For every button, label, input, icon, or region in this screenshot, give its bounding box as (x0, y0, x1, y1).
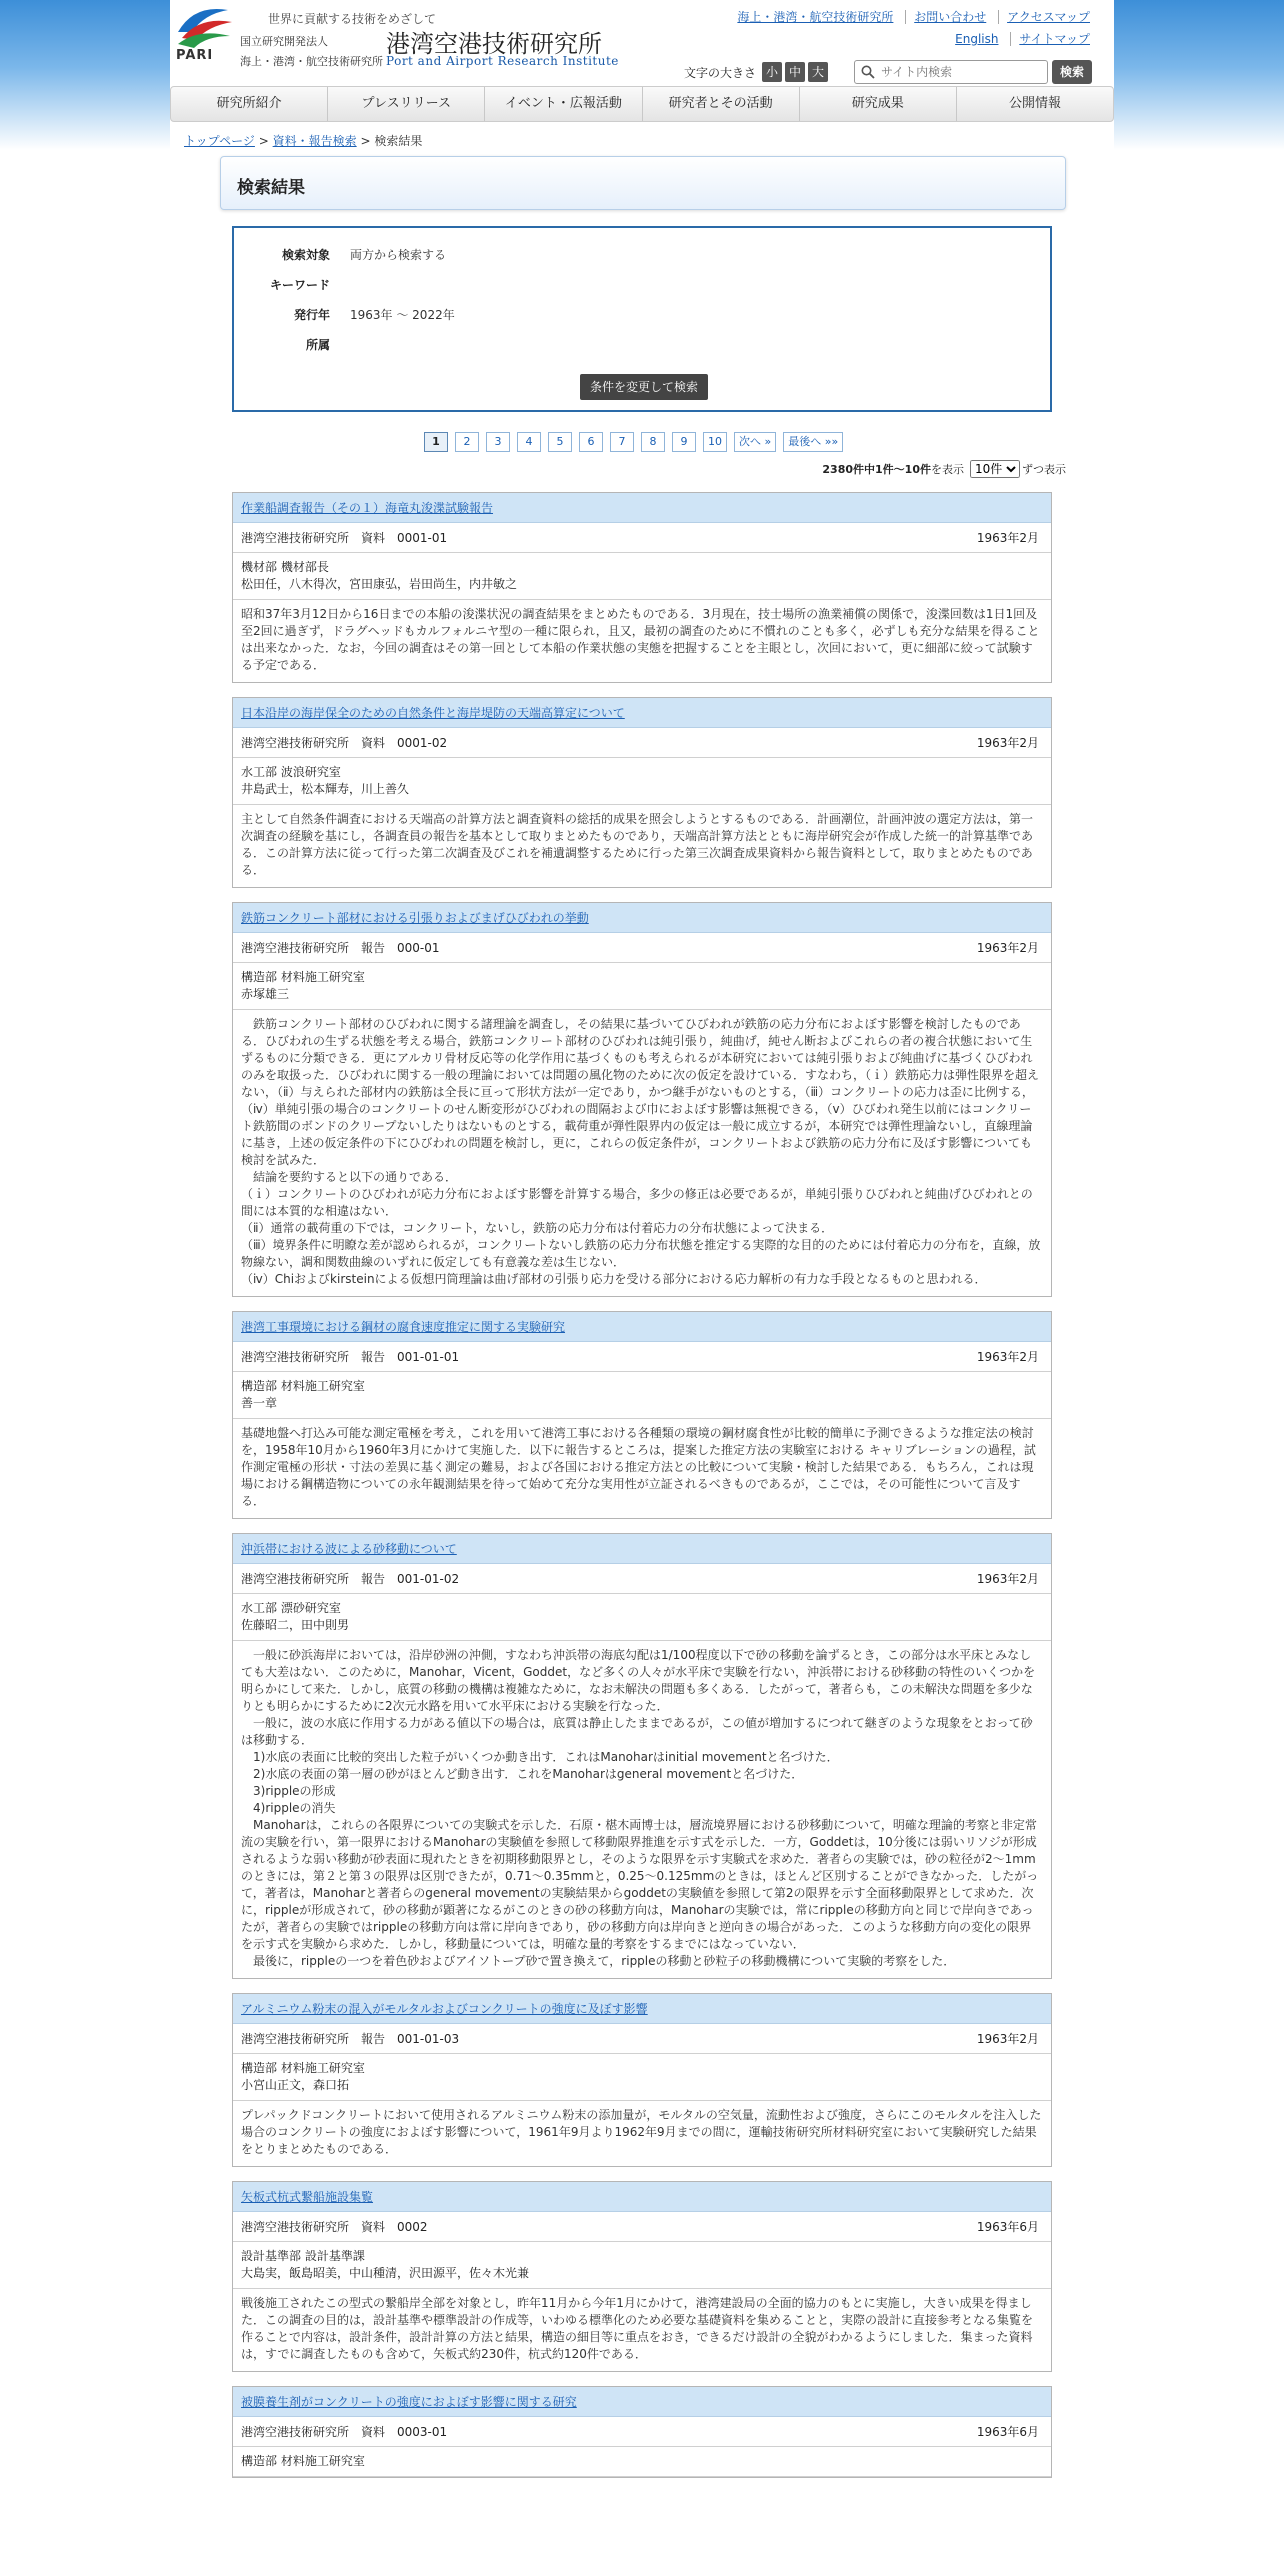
result-abstract: プレパックドコンクリートにおいて使用されるアルミニウム粉末の添加量が，モルタルの空気量，流動性および強度，さらにこのモルタルを注入した場合のコンクリートの強度におよぼす影響について，1961年9月より1962年9月までの間に，運輸技術研究所材料研究室において実験研究した結果をとりまとめたものである． (241, 2108, 1042, 2156)
per-page-select[interactable] (970, 460, 1020, 478)
search-input[interactable] (881, 65, 1041, 79)
result-title-link[interactable]: 被膜養生剤がコンクリートの強度におよぼす影響に関する研究 (241, 2395, 577, 2409)
result-title-link[interactable]: 鉄筋コンクリート部材における引張りおよびまげひびわれの挙動 (241, 911, 589, 925)
page-title: 検索結果 (237, 178, 305, 198)
result-dept: 設計基準部 設計基準課 (241, 2249, 365, 2263)
result-abstract (233, 1641, 1051, 1978)
search-criteria (232, 226, 1052, 412)
page-link-8[interactable]: 8 (641, 432, 665, 452)
result-authors-block (233, 1594, 1051, 1641)
page-link-10[interactable]: 10 (703, 432, 727, 452)
result-series: 港湾空港技術研究所 資料 0003-01 (241, 2425, 448, 2439)
link-mpat[interactable]: 海上・港湾・航空技術研究所 (737, 10, 894, 24)
criteria-affiliation-label: 所属 (305, 338, 330, 352)
background-left (0, 0, 170, 150)
result-abstract (233, 1010, 1051, 1296)
result-authors: 小宮山正文，森口拓 (241, 2078, 350, 2092)
result-date: 1963年2月 (976, 1572, 1039, 1586)
top-links (721, 6, 1090, 50)
nav-events[interactable]: イベント・広報活動 (485, 87, 642, 121)
result-date: 1963年6月 (976, 2425, 1039, 2439)
result-card (232, 1533, 1052, 1979)
abstract-paragraph: 4)rippleの消失 (241, 1801, 336, 1815)
breadcrumb (184, 132, 422, 149)
header (170, 0, 1114, 86)
background-right (1112, 0, 1284, 150)
catchphrase: 世界に貢献する技術をめざして (268, 12, 437, 26)
abstract-paragraph: （ⅳ）Chiおよびkirsteinによる仮想円筒理論は曲げ部材の引張り応力を受ける部分における応力解析の有力な手段となるものと思われる． (241, 1272, 987, 1286)
result-title-link[interactable]: 沖浜帯における波による砂移動について (241, 1542, 457, 1556)
criteria-keyword-label: キーワード (269, 278, 330, 292)
result-date: 1963年2月 (976, 736, 1039, 750)
result-meta (233, 1564, 1051, 1594)
breadcrumb-current: 検索結果 (374, 134, 423, 148)
result-card (232, 492, 1052, 683)
nav-disclosure[interactable]: 公開情報 (1008, 96, 1061, 111)
result-dept: 構造部 材料施工研究室 (241, 2061, 365, 2075)
breadcrumb-docs[interactable]: 資料・報告検索 (272, 134, 357, 148)
abstract-paragraph: 2)水底の表面の第一層の砂がほとんど動き出す．これをManoharはgeneral movementと名づけた． (241, 1767, 804, 1781)
result-authors: 大島実，飯島昭美，中山種清，沢田源平，佐々木光兼 (241, 2266, 530, 2280)
result-dept: 機材部 機材部長 (241, 560, 329, 574)
link-english[interactable]: English (955, 32, 999, 46)
nav-press[interactable]: プレスリリース (328, 87, 485, 121)
global-nav (170, 86, 1114, 122)
logo-text: PARI (176, 48, 214, 63)
abstract-paragraph: 鉄筋コンクリート部材のひびわれに関する諸理論を調査し，その結果に基づいてひびわれが鉄筋の応力分布におよぼす影響を検討したものである．ひびわれの生ずる状態を考える場合，鉄筋コンクリート部材のひびわれは純引張り，純曲げ，純せん断およびこれらの者の複合状態において生ずるものに分類できる．更にアルカリ骨材反応等の化学作用に基づくものも考えられるが本研究においては純引張りおよび純曲げに基づくひびわれのみを取扱った．ひびわれに関する一般の理論においては問題の風化物のために次の仮定を設けている．すなわち，（ｉ）鉄筋応力は弾性限界を超えない，（ⅱ）与えられた部材内の鉄筋は全長に亘って形状方法が一定であり，かつ継手がないものとする，（ⅲ）コンクリートの応力は歪に比例する，（ⅳ）単純引張の場合のコンクリートのせん断変形がひびわれの間隔および巾におよぼす影響は無視できる，（ⅴ）ひびわれ発生以前にはコンクリート鉄筋間のボンドのクリープないしたりはないものとする，載荷重が弾性限界内の仮定は一般に成立するが，本研究では弾性理論ないし，直線理論に基き，上述の仮定条件の下にひびわれの問題を検討し，更に，これらの仮定条件が，コンクリートおよび鉄筋の応力分布に及ぼす影響についても検討を試みた． (241, 1017, 1040, 1167)
result-title-link[interactable]: アルミニウム粉末の混入がモルタルおよびコンクリートの強度に及ぼす影響 (241, 2002, 648, 2016)
pagination (424, 432, 850, 452)
breadcrumb-top[interactable]: トップページ (184, 134, 255, 148)
page-next-link[interactable]: 次へ » (734, 432, 776, 452)
result-series: 港湾空港技術研究所 報告 001-01-02 (241, 1572, 460, 1586)
abstract-paragraph: 一般に，波の水底に作用する力がある値以下の場合は，底質は静止したままであるが，この値が増加するにつれて継ぎのような現象をとおって砂は移動する． (241, 1716, 1033, 1747)
result-title-link[interactable]: 矢板式杭式繋船施設集覧 (241, 2190, 374, 2204)
result-meta (233, 728, 1051, 758)
page-link-4[interactable]: 4 (517, 432, 541, 452)
result-dept: 構造部 材料施工研究室 (241, 2454, 365, 2468)
result-card (232, 697, 1052, 888)
link-sitemap[interactable]: サイトマップ (1010, 32, 1090, 46)
criteria-year-label: 発行年 (293, 308, 330, 322)
abstract-paragraph: （ⅱ）通常の載荷重の下では，コンクリート，ないし，鉄筋の応力分布は付着応力の分布状態によって決まる． (241, 1221, 834, 1235)
result-abstract: 昭和37年3月12日から16日までの本船の浚渫状況の調査結果をまとめたものである．3月現在，技士場所の漁業補償の関係で，浚渫回数は1日1回及至2回に過ぎず，ドラグヘッドもカルフォルニヤ型の一種に限られ，且又，最初の調査のために不慣れのことも多く，必ずしも充分な結果を得ることは出来なかった．なお，今回の調査はその第一回として本船の作業状態の実態を把握することを主眼とし，次回において，更に細部に絞って試験する予定である． (241, 607, 1040, 672)
org-name-en: Port and Airport Research Institute (386, 54, 619, 68)
font-size-large-button[interactable]: 大 (808, 62, 828, 82)
result-date: 1963年2月 (976, 941, 1039, 955)
result-authors-block (233, 2054, 1051, 2101)
result-list (232, 492, 1052, 2492)
search-button[interactable]: 検索 (1052, 60, 1092, 84)
criteria-year-value: 1963年 ～ 2022年 (350, 308, 455, 322)
search-icon (861, 65, 875, 79)
result-range: 1件～10件 (875, 463, 931, 476)
result-meta (233, 2417, 1051, 2447)
result-abstract: 戦後施工されたこの型式の繋船岸全部を対象とし，昨年11月から今年1月にかけて，港湾建設局の全面的協力のもとに実施し，大きい成果を得ました．この調査の目的は，設計基準や標準設計の作成等，いわゆる標準化のため必要な基礎資料を集めることと，実際の設計に直接参考となる集覧を作ることで内容は，設計条件，設計計算の方法と結果，構造の細目等に重点をおき，できるだけ設計の全貌がわかるようにしました．集まった資料は，すでに調査したものも含めて，矢板式約230件，杭式約120件である． (241, 2296, 1034, 2361)
result-authors: 善一章 (241, 1396, 278, 1410)
page-link-5[interactable]: 5 (548, 432, 572, 452)
change-criteria-button[interactable]: 条件を変更して検索 (580, 374, 708, 400)
org-parent: 海上・港湾・航空技術研究所 (240, 55, 383, 68)
abstract-paragraph: Manoharは，これらの各限界についての実験式を示した．石原・椹木両博士は，層流境界層における砂移動について，明確な理論的考察と非定常流の実験を行い，第一限界におけるManoharの実験値を参照して移動限界推進を示す式を示した．一方，Goddetは，10分後には弱いリソジが形成されるような弱い移動が砂表面に現れたときを初期移動限界とし，そのような限界を示す実験式を求めた．著者らの実験では，砂の粒径が2～1mmのときには，第２と第３の限界は区別できたが，0.71～0.35mmと，0.25～0.125mmのときは，ほとんど区別することができなかった．したがって，著者は，Manoharと著者らのgeneral movementの実験結果からgoddetの実験値を参照して第2の限界を示す全面移動限界として求めた．次に，rippleが形成されて，砂の移動が顕著になるがこのときの砂の移動方向は，Manoharの実験では，常にrippleの移動方向と同じで岸向きであったが，著者らの実験ではrippleの移動方向は常に岸向きであり，砂の移動方向は岸向きと逆向きの場合があった．このような移動方向の変化の限界を示す式を実験から求めた．しかし，移動量については，明確な量的考察をするまでにはなっていない． (241, 1818, 1039, 1951)
breadcrumb-sep: > (360, 134, 371, 148)
abstract-paragraph: （ｉ）コンクリートのひびわれが応力分布におよぼす影響を計算する場合，多少の修正は必要であるが，単純引張りひびわれと純曲げひびわれとの間には本質的な相違はない． (241, 1187, 1033, 1218)
abstract-paragraph: 結論を要約すると以下の通りである． (241, 1170, 458, 1184)
result-authors: 佐藤昭二，田中則男 (241, 1618, 350, 1632)
nav-researchers[interactable]: 研究者とその活動 (643, 87, 800, 121)
result-abstract: 基礎地盤へ打込み可能な測定電極を考え，これを用いて港湾工事における各種類の環境の鋼材腐食性が比較的簡単に予測できるような推定法の検討を，1958年10月から1960年3月にかけて実施した．以下に報告するところは，提案した推定方法の実験室における キャリブレーションの過程，試作測定電極の形状・寸法の差異に基く測定の難易，および各国における推定方法との比較について実験・検討した結果である．もちろん，これは現場における鋼構造物についての永年観測結果を待って始めて充分な実用性が立証されるべきものであるが，ここでは，その可能性について言及する． (241, 1426, 1036, 1508)
site-search-box (854, 60, 1048, 84)
result-meta (233, 2212, 1051, 2242)
result-count (822, 460, 1066, 478)
org-small-text (240, 32, 383, 72)
result-authors-block (233, 963, 1051, 1010)
result-dept: 構造部 材料施工研究室 (241, 1379, 365, 1393)
result-meta (233, 2024, 1051, 2054)
result-series: 港湾空港技術研究所 報告 001-01-01 (241, 1350, 460, 1364)
page-link-9[interactable]: 9 (672, 432, 696, 452)
result-authors-block (233, 1372, 1051, 1419)
abstract-paragraph: 一般に砂浜海岸においては，沿岸砂洲の沖側，すなわち沖浜帯の海底勾配は1/100程度以下で砂の移動を論ずるとき，この部分は水平床とみなしても大差はない．このために，Manohar，Vicent，Goddet，など多くの人々が水平床で実験を行ない，沖浜帯における砂移動の特性のいくつかを明らかにして来た．しかし，底質の移動の機構は複雑なために，なお未解決の問題も多くある．したがって，著者らも，この未解決な問題を多少なりとも明らかにするために2次元水路を用いて水平床における実験を行なった． (241, 1648, 1036, 1713)
result-title-link[interactable]: 港湾工事環境における鋼材の腐食速度推定に関する実験研究 (241, 1320, 566, 1334)
page-link-6[interactable]: 6 (579, 432, 603, 452)
result-range-suffix: を表示 (931, 463, 964, 476)
result-card (232, 902, 1052, 1297)
link-contact[interactable]: お問い合わせ (905, 10, 986, 24)
font-size-medium-button[interactable]: 中 (785, 62, 805, 82)
per-page-suffix: ずつ表示 (1022, 463, 1066, 476)
abstract-paragraph: 最後に，rippleの一つを着色砂およびアイソトープ砂で置き換えて，rippleの移動と砂粒子の移動機構について実験的考察をした． (241, 1954, 956, 1968)
nav-about[interactable]: 研究所紹介 (171, 87, 328, 121)
title-box (220, 156, 1066, 210)
result-card (232, 2386, 1052, 2478)
result-title-link[interactable]: 日本沿岸の海岸保全のための自然条件と海岸堤防の天端高算定について (241, 706, 625, 720)
result-total: 2380件中 (822, 463, 876, 476)
font-size-label: 文字の大きさ (684, 65, 757, 80)
abstract-paragraph: 1)水底の表面に比較的突出した粒子がいくつか動き出す．これはManoharはinitial movementと名づけた． (241, 1750, 839, 1764)
result-date: 1963年2月 (976, 2032, 1039, 2046)
result-date: 1963年2月 (976, 531, 1039, 545)
result-authors-block (233, 2242, 1051, 2289)
abstract-paragraph: 3)rippleの形成 (241, 1784, 336, 1798)
result-series: 港湾空港技術研究所 資料 0002 (241, 2220, 428, 2234)
result-meta (233, 523, 1051, 553)
page-link-7[interactable]: 7 (610, 432, 634, 452)
result-series: 港湾空港技術研究所 資料 0001-02 (241, 736, 448, 750)
page-link-2[interactable]: 2 (455, 432, 479, 452)
result-series: 港湾空港技術研究所 報告 000-01 (241, 941, 440, 955)
abstract-paragraph: （ⅲ）境界条件に明瞭な差が認められるが，コンクリートないし鉄筋の応力分布状態を推定する実際的な目的のためには付着応力の分布を，直線，放物線ない，調和関数曲線のいずれに仮定しても有意義な差は生じない． (241, 1238, 1041, 1269)
result-meta (233, 933, 1051, 963)
link-access[interactable]: アクセスマップ (998, 10, 1090, 24)
result-card (232, 1311, 1052, 1519)
font-size-control (684, 62, 828, 82)
criteria-target-label: 検索対象 (281, 248, 330, 262)
result-date: 1963年6月 (976, 2220, 1039, 2234)
nav-results[interactable]: 研究成果 (800, 87, 957, 121)
font-size-small-button[interactable]: 小 (762, 62, 782, 82)
result-card (232, 1993, 1052, 2167)
result-series: 港湾空港技術研究所 資料 0001-01 (241, 531, 448, 545)
page (170, 0, 1114, 2568)
result-authors: 赤塚雄三 (241, 987, 290, 1001)
org-type: 国立研究開発法人 (240, 35, 328, 48)
result-authors-block (233, 2447, 1051, 2477)
result-authors: 松田任，八木得次，宮田康弘，岩田尚生，内井敏之 (241, 577, 518, 591)
result-title-link[interactable]: 作業船調査報告（その１）海竜丸浚渫試験報告 (241, 501, 494, 515)
page-last-link[interactable]: 最後へ »» (783, 432, 843, 452)
result-dept: 水工部 波浪研究室 (241, 765, 341, 779)
result-authors-block (233, 758, 1051, 805)
result-dept: 構造部 材料施工研究室 (241, 970, 365, 984)
page-link-3[interactable]: 3 (486, 432, 510, 452)
criteria-target-value: 両方から検索する (350, 248, 447, 262)
org-name: 港湾空港技術研究所 (386, 30, 602, 58)
page-link-1[interactable]: 1 (424, 432, 448, 452)
result-card (232, 2181, 1052, 2372)
result-authors: 井島武士，松本輝寿，川上善久 (241, 782, 410, 796)
result-abstract: 主として自然条件調査における天端高の計算方法と調査資料の総括的成果を照会しようとするものである．計画潮位，計画沖波の選定方法は，第一次調査の経験を基にし，各調査員の報告を基本として取りまとめたものであり，天端高計算方法とともに海岸研究会が作成した統一的計算基準である．この計算方法に従って行った第二次調査及びこれを補遺調整するために行った第三次調査成果資料から報告資料として，取りまとめたものである． (241, 812, 1034, 877)
result-date: 1963年2月 (976, 1350, 1039, 1364)
result-authors-block (233, 553, 1051, 600)
result-meta (233, 1342, 1051, 1372)
breadcrumb-sep: > (258, 134, 269, 148)
result-series: 港湾空港技術研究所 報告 001-01-03 (241, 2032, 460, 2046)
result-dept: 水工部 漂砂研究室 (241, 1601, 341, 1615)
